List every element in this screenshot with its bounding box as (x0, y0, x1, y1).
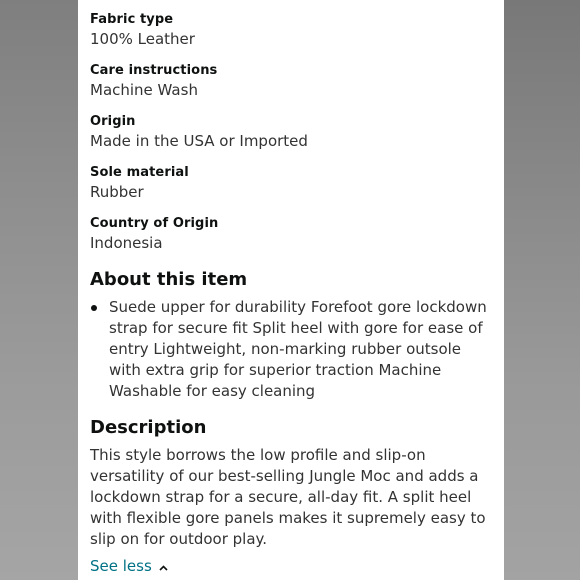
description-text: This style borrows the low profile and slip-on versatility of our best-selling Jungle Moc and adds a lockdown strap for a secure, all-day fit. A split heel with flexible gore panels makes it supremely easy to slip on for outdoor play. (90, 446, 486, 548)
background-left (0, 0, 78, 580)
detail-value: Machine Wash (90, 81, 198, 99)
detail-value: Rubber (90, 183, 144, 201)
about-section-title: About this item (90, 269, 248, 290)
detail-value: 100% Leather (90, 30, 195, 48)
see-less-link[interactable] (90, 556, 168, 577)
detail-country-of-origin (90, 215, 490, 254)
see-less-label: See less (90, 557, 152, 575)
about-bullet-text: Suede upper for durability Forefoot gore lockdown strap for secure fit Split heel with gore for ease of entry Lightweight, non-marking rubber outsole with extra grip for superior traction Machine Washable for easy cleaning (109, 298, 487, 400)
detail-label: Care instructions (90, 63, 218, 78)
detail-sole-material (90, 164, 490, 203)
product-info-panel (78, 0, 504, 580)
chevron-up-icon (159, 556, 168, 577)
background-right (504, 0, 580, 580)
detail-care-instructions (90, 62, 490, 101)
bullet-dot-icon (91, 305, 97, 311)
detail-fabric-type (90, 11, 490, 50)
product-info-content (90, 11, 490, 577)
detail-value: Indonesia (90, 234, 163, 252)
detail-label: Fabric type (90, 12, 174, 27)
description-section-title: Description (90, 417, 207, 438)
detail-label: Origin (90, 114, 136, 129)
about-bullet-item (109, 297, 490, 402)
detail-label: Sole material (90, 165, 189, 180)
detail-label: Country of Origin (90, 216, 219, 231)
detail-value: Made in the USA or Imported (90, 132, 308, 150)
detail-origin (90, 113, 490, 152)
about-bullet-list (90, 297, 490, 402)
